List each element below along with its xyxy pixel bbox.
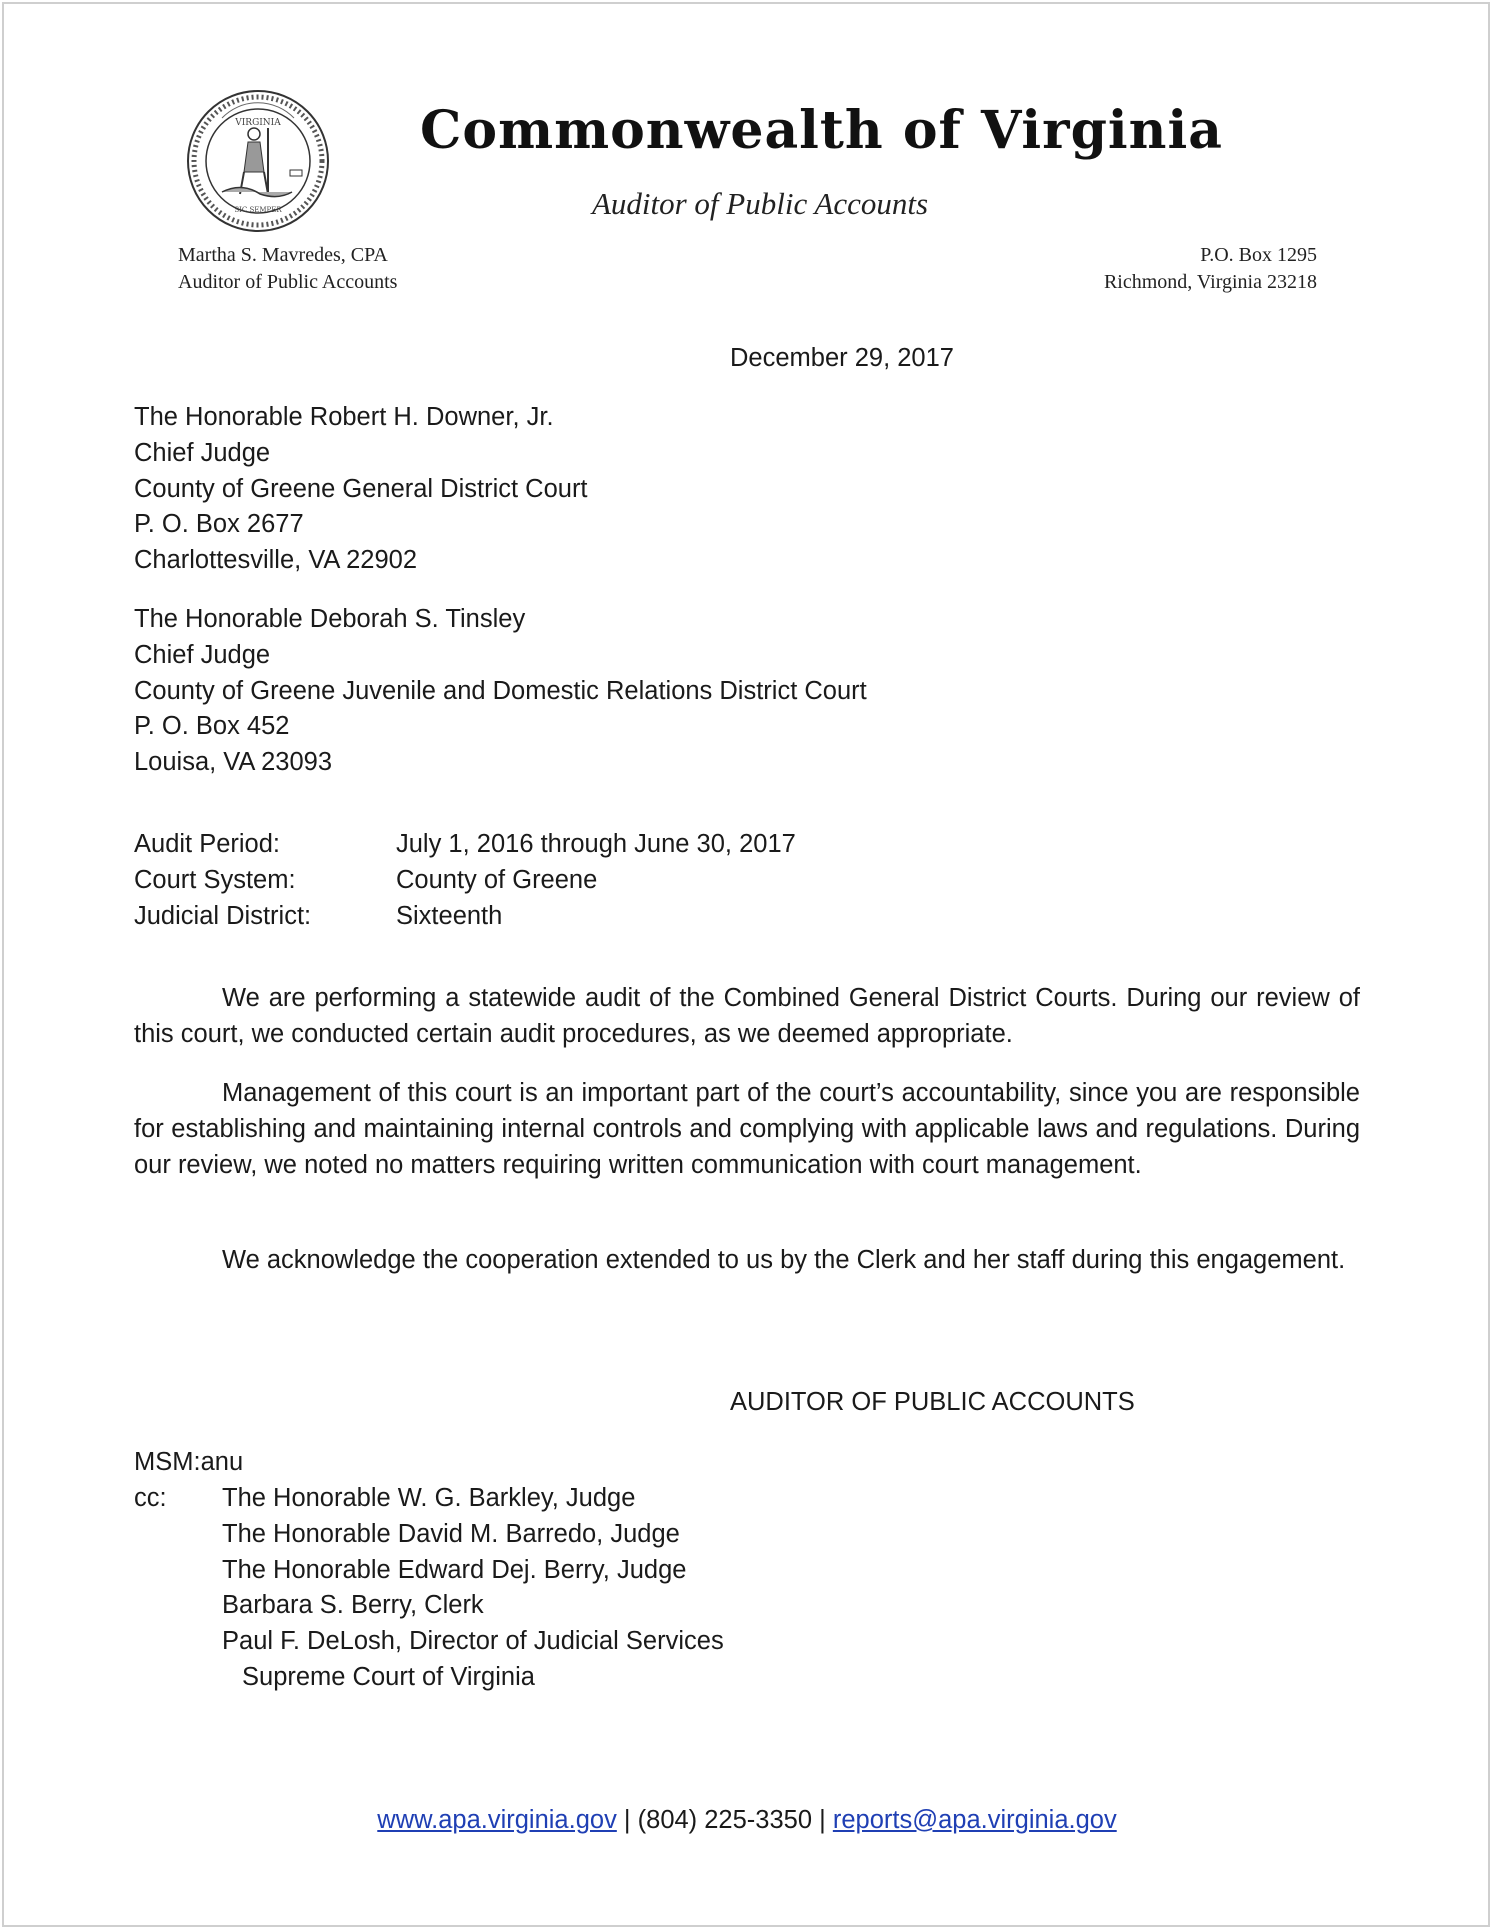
address-line: The Honorable Deborah S. Tinsley [134, 605, 526, 633]
letterhead-subtitle: Auditor of Public Accounts [591, 186, 929, 221]
reference-initials: MSM:anu [134, 1448, 244, 1476]
audit-value: County of Greene [396, 865, 598, 894]
cc-recipient: Barbara S. Berry, Clerk [222, 1591, 484, 1620]
paragraph-text: Management of this court is an important part of the court’s accountability, since you are responsible for establishing and maintaining internal controls and complying with applicable laws and regulations. During our review, we noted no matters requiring written communication with court management. [134, 1079, 1360, 1179]
svg-text:VIRGINIA: VIRGINIA [235, 118, 281, 128]
address-line: Chief Judge [134, 640, 271, 669]
audit-info [134, 827, 796, 934]
website-link[interactable]: www.apa.virginia.gov [377, 1806, 617, 1834]
paragraph-management [134, 1076, 1360, 1183]
signature-block: AUDITOR OF PUBLIC ACCOUNTS [730, 1388, 1135, 1416]
email-link[interactable]: reports@apa.virginia.gov [832, 1806, 1117, 1834]
recipient-address-2 [134, 602, 867, 781]
phone-number: (804) 225-3350 [637, 1806, 813, 1834]
cc-recipient: The Honorable David M. Barredo, Judge [222, 1519, 680, 1548]
cc-recipient-subline: Supreme Court of Virginia [242, 1662, 535, 1691]
address-line: The Honorable Robert H. Downer, Jr. [134, 403, 554, 431]
address-line: Louisa, VA 23093 [134, 748, 333, 777]
svg-text:SIC SEMPER: SIC SEMPER [234, 206, 282, 214]
letterhead-title: Commonwealth of Virginia [420, 100, 1223, 161]
audit-label: Court System: [134, 865, 296, 894]
virginia-seal-icon [186, 88, 330, 234]
recipient-address-1 [134, 400, 588, 579]
auditor-name: Martha S. Mavredes, CPA [178, 244, 388, 266]
audit-value: July 1, 2016 through June 30, 2017 [396, 830, 796, 858]
audit-label: Audit Period: [134, 830, 281, 858]
cc-recipient: The Honorable Edward Dej. Berry, Judge [222, 1555, 687, 1584]
footer-separator: | [623, 1806, 631, 1834]
cc-recipient: The Honorable W. G. Barkley, Judge [222, 1484, 636, 1512]
paragraph-text: We are performing a statewide audit of the Combined General District Courts. During our review of this court, we conducted certain audit procedures, as we deemed appropriate. [134, 984, 1360, 1048]
audit-label: Judicial District: [134, 901, 312, 930]
cc-list [222, 1481, 724, 1696]
address-line: County of Greene General District Court [134, 474, 588, 503]
address-line: Charlottesville, VA 22902 [134, 546, 418, 575]
letter-date: December 29, 2017 [730, 344, 954, 372]
paragraph-acknowledgement [134, 1243, 1360, 1279]
cc-label: cc: [134, 1484, 167, 1512]
address-line: County of Greene Juvenile and Domestic Relations District Court [134, 676, 867, 705]
po-box: P.O. Box 1295 [1200, 244, 1317, 266]
address-line: Chief Judge [134, 438, 271, 467]
audit-row [134, 863, 796, 899]
address-line: P. O. Box 2677 [134, 510, 304, 539]
footer-separator: | [819, 1806, 826, 1834]
footer [0, 1806, 1494, 1835]
audit-row [134, 827, 796, 863]
audit-row [134, 899, 796, 935]
paragraph-statewide-audit [134, 981, 1360, 1053]
paragraph-text: We acknowledge the cooperation extended to us by the Clerk and her staff during this engagement. [222, 1246, 1346, 1274]
mailing-address-block [1104, 242, 1317, 296]
address-line: P. O. Box 452 [134, 712, 290, 741]
city-state-zip: Richmond, Virginia 23218 [1103, 271, 1317, 293]
auditor-title: Auditor of Public Accounts [178, 271, 398, 293]
audit-value: Sixteenth [396, 901, 503, 930]
cc-recipient: Paul F. DeLosh, Director of Judicial Services [222, 1627, 724, 1656]
auditor-name-block [178, 242, 397, 296]
